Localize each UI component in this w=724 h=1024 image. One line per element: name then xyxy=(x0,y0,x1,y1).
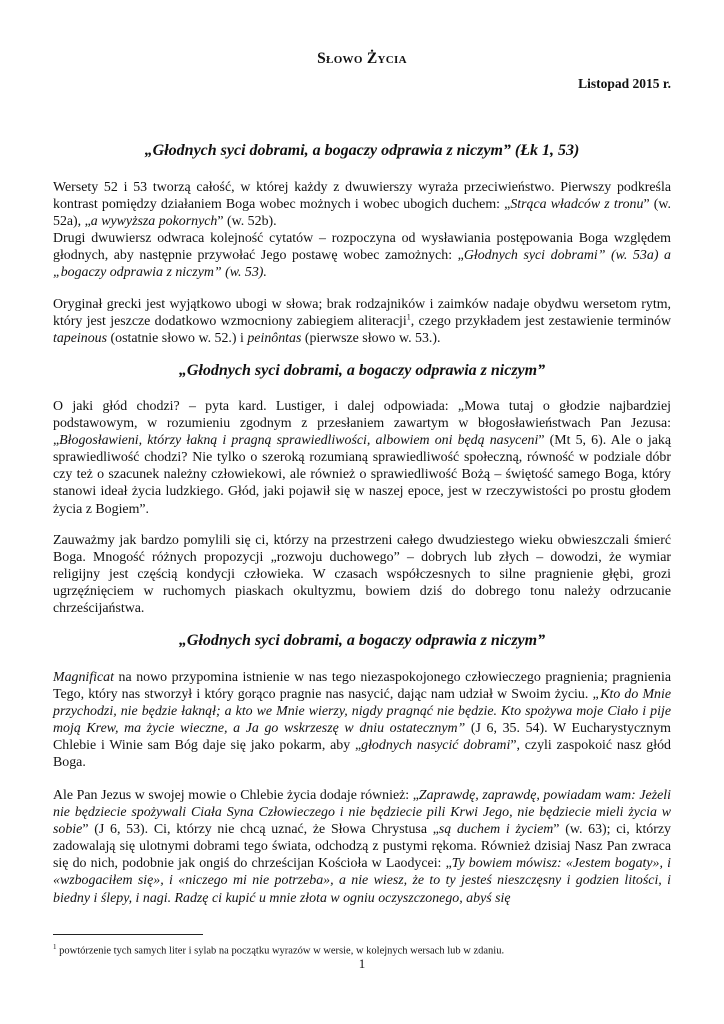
issue-date: Listopad 2015 r. xyxy=(578,76,671,91)
footnote-text: powtórzenie tych samych liter i sylab na początku wyrazów w wersie, w kolejnych wersach lub w zdaniu. xyxy=(56,945,505,957)
footnote xyxy=(53,943,671,957)
paragraph-bread-of-life: Ale Pan Jezus w swojej mowie o Chlebie życia dodaje również: „Zaprawdę, zaprawdę, powiadam wam: Jeżeli nie będziecie spożywali Ciała Syna Człowieczego i nie będziecie pili Krwi Jego, nie będziecie mieli życia w sobie” (J 6, 53). Ci, którzy nie chcą uznać, że Słowa Chrystusa „są duchem i życiem” (w. 63); ci, którzy zadowalają się ulotnymi dobrami tego świata, odchodzą z pustymi rękoma. Również dzisiaj Nasz Pan zwraca się do nich, podobnie jak ongiś do chrześcijan Kościoła w Laodycei: „Ty bowiem mówisz: «Jestem bogaty», i «wzbogaciłem się», i «niczego mi nie potrzeba», a nie wiesz, że to ty jesteś nieszczęsny i godzien litości, i biedny i ślepy, i nagi. Radzę ci kupić u mnie złota w ogniu oczyszczonego, abyś się xyxy=(53,788,671,906)
footnote-ref: 1 xyxy=(406,312,411,322)
section-heading-3: „Głodnych syci dobrami, a bogaczy odprawia z niczym” xyxy=(178,632,546,649)
paragraph-verses-52-53: Wersety 52 i 53 tworzą całość, w której każdy z dwuwierszy wyraża przeciwieństwo. Pierwszy podkreśla kontrast pomiędzy działaniem Boga wobec możnych i wobec ubogich duchem: „Strąca władców z tronu” (w. 52a), „a wywyższa pokornych” (w. 52b). Drugi dwuwiersz odwraca kolejność cytatów – rozpoczyna od wysławiania postępowania Boga względem głodnych, aby następnie przywołać Jego postawę wobec zamożnych: „Głodnych syci dobrami” (w. 53a) a „bogaczy odprawia z niczym” (w. 53). xyxy=(53,180,671,281)
footnote-divider xyxy=(53,934,203,935)
paragraph-hunger-question: O jaki głód chodzi? – pyta kard. Lustiger, i dalej odpowiada: „Mowa tutaj o głodzie najbardziej podstawowym, w rozumieniu zgodnym z przesłaniem zawartym w błogosławieństwach Pan Jezusa: „Błogosławieni, którzy łakną i pragną sprawiedliwości, albowiem oni będą nasyceni” (Mt 5, 6). Ale o jaką sprawiedliwość chodzi? Nie tylko o szeroką rozumianą sprawiedliwość społeczną, równość w podziale dóbr czy też o szacunek należny człowiekowi, ale również o sprawiedliwość Bożą – świętość samego Boga, który stanowi ideał życia ludzkiego. Głód, jaki pojawił się w naszej epoce, jest w rzeczywistości po prostu głodem życia z Bogiem”. xyxy=(53,399,671,517)
paragraph-death-of-god: Zauważmy jak bardzo pomylili się ci, którzy na przestrzeni całego dwudziestego wieku obwieszczali śmierć Boga. Mnogość różnych propozycji „rozwoju duchowego” – dobrych lub złych – dowodzi, że wymiar religijny jest częścią kondycji człowieka. W czasach współczesnych to silne pragnienie głębi, grozi ugrzęźnięciem w ruchomych piaskach okultyzmu, bowiem dziś do dobrego tonu należy odrzucanie chrześcijaństwa. xyxy=(53,533,671,617)
footnote-number: 1 xyxy=(53,943,57,951)
page-title: Słowo Życia xyxy=(317,50,407,67)
paragraph-greek-original: Oryginał grecki jest wyjątkowo ubogi w słowa; brak rodzajników i zaimków nadaje obydwu wersetom rytm, który jest jeszcze dodatkowo wzmocniony zabiegiem aliteracji$^1$, czego przykładem jest zestawienie terminów tapeinous (ostatnie słowo w. 52.) i peinôntas (pierwsze słowo w. 53.). xyxy=(53,297,671,347)
paragraph-magnificat: Magnificat na nowo przypomina istnienie w nas tego niezaspokojonego człowieczego pragnienia; pragnienia Tego, który nas stworzył i który gorąco pragnie nas nasycić, dając nam udział w Swoim życiu. „Kto do Mnie przychodzi, nie będzie łaknął; a kto we Mnie wierzy, nigdy pragnąć nie będzie. Kto spożywa moje Ciało i pije moją Krew, ma życie wieczne, a Ja go wskrzeszę w dniu ostatecznym” (J 6, 35. 54). W Eucharystycznym Chlebie i Winie sam Bóg daje się jako pokarm, aby „głodnych nasycić dobrami”, czyli zaspokoić nasz głód Boga. xyxy=(53,670,672,771)
section-heading-2: „Głodnych syci dobrami, a bogaczy odprawia z niczym” xyxy=(178,362,546,379)
section-heading-1: „Głodnych syci dobrami, a bogaczy odprawia z niczym” (Łk 1, 53) xyxy=(144,142,580,159)
page-number: 1 xyxy=(358,956,366,971)
